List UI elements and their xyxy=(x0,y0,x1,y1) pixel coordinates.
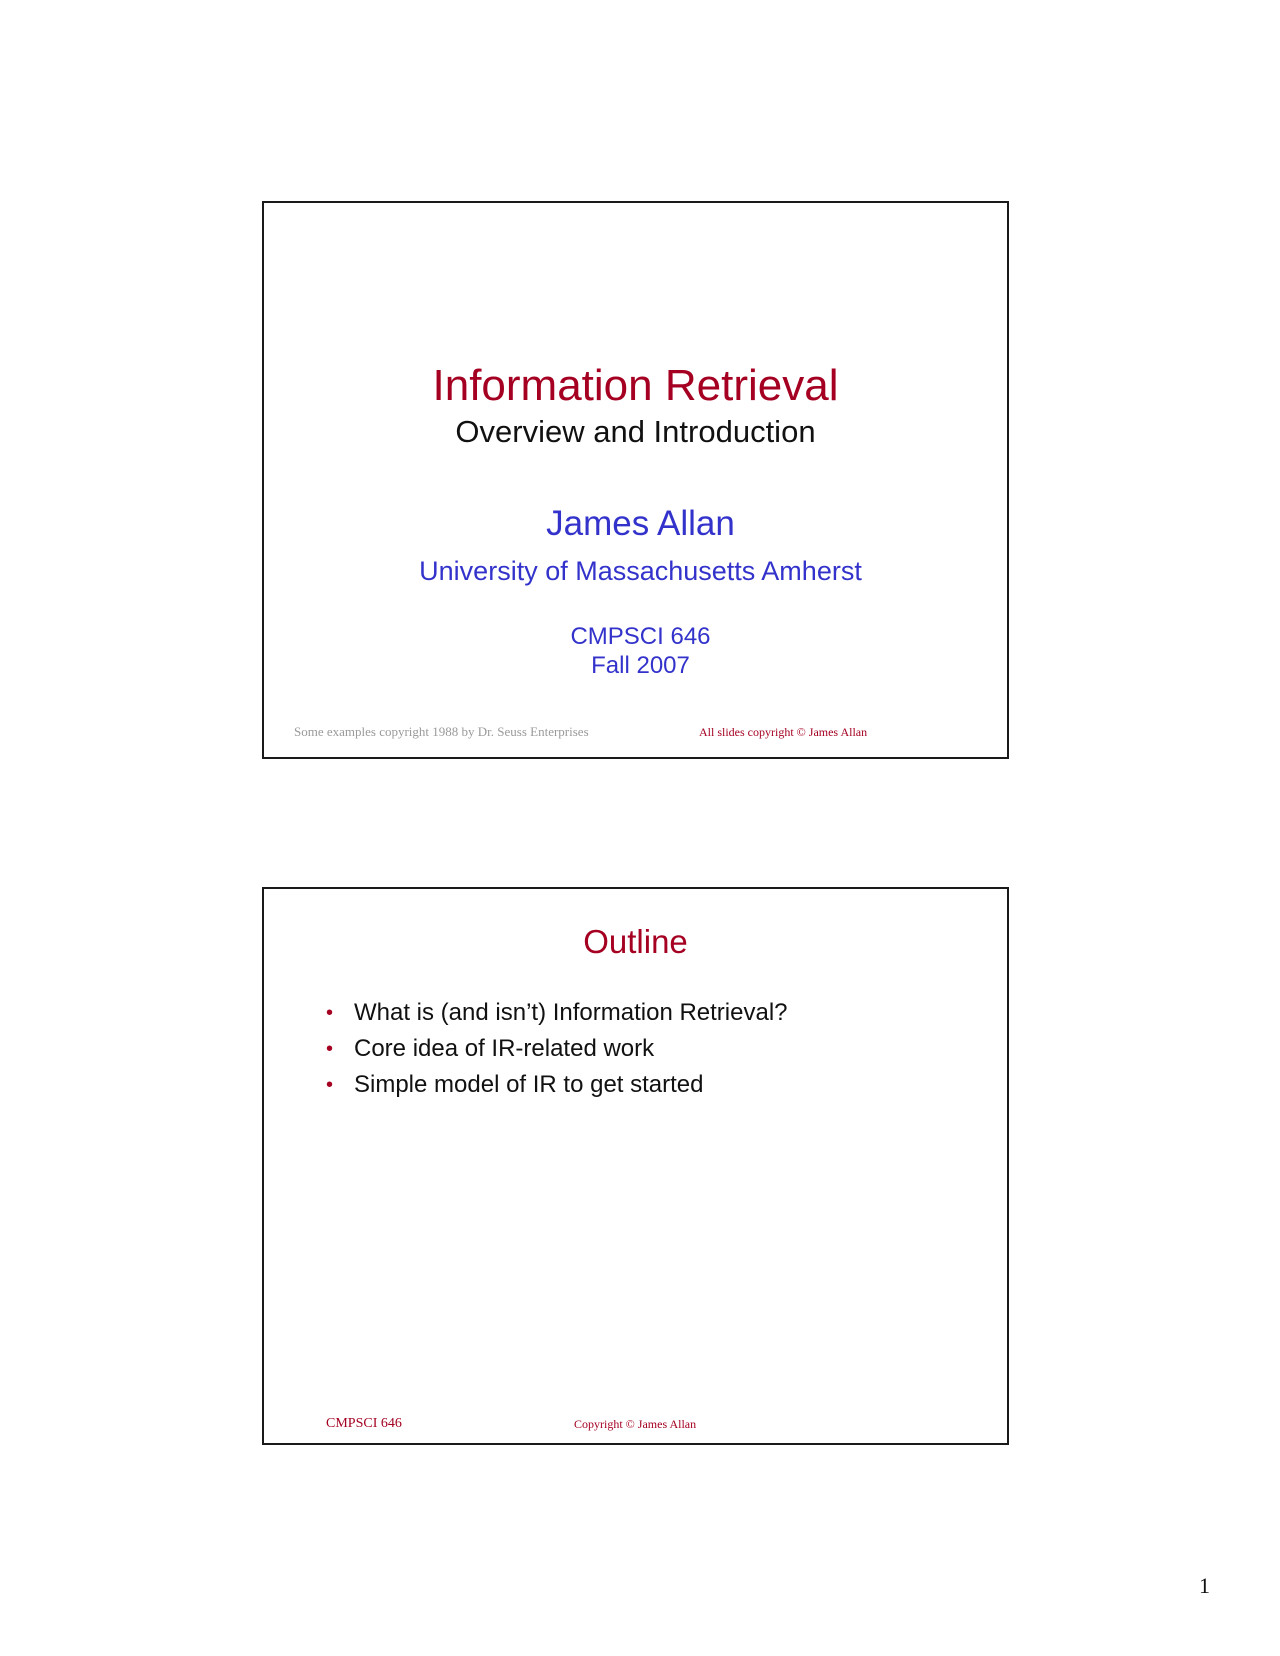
course-code: CMPSCI 646 xyxy=(570,623,711,650)
slide-footer-left: Some examples copyright 1988 by Dr. Seuss Enterprises xyxy=(294,724,589,739)
bullet-list xyxy=(324,995,788,1103)
list-item xyxy=(324,995,788,1031)
slide-footer-right: All slides copyright © James Allan xyxy=(699,725,868,739)
slide-footer-left: CMPSCI 646 xyxy=(326,1416,402,1431)
slide-subtitle: Overview and Introduction xyxy=(455,414,816,449)
list-item xyxy=(324,1031,788,1067)
slide-title: Outline xyxy=(583,923,688,960)
bullet-icon: • xyxy=(326,1002,334,1024)
slide-footer-center: Copyright © James Allan xyxy=(574,1417,697,1431)
slide-title: Information Retrieval xyxy=(432,361,839,410)
slide-1-title-slide xyxy=(262,201,1009,759)
slide-2-outline xyxy=(262,887,1009,1445)
bullet-icon: • xyxy=(326,1038,334,1060)
author-affiliation: University of Massachusetts Amherst xyxy=(419,556,862,586)
list-item-text: Core idea of IR-related work xyxy=(354,1035,655,1062)
page-number: 1 xyxy=(1199,1573,1210,1598)
list-item-text: Simple model of IR to get started xyxy=(354,1071,704,1098)
list-item-text: What is (and isn’t) Information Retrieval? xyxy=(354,999,788,1026)
bullet-icon: • xyxy=(326,1074,334,1096)
list-item xyxy=(324,1067,788,1103)
course-term: Fall 2007 xyxy=(591,652,690,679)
author-name: James Allan xyxy=(546,504,735,543)
